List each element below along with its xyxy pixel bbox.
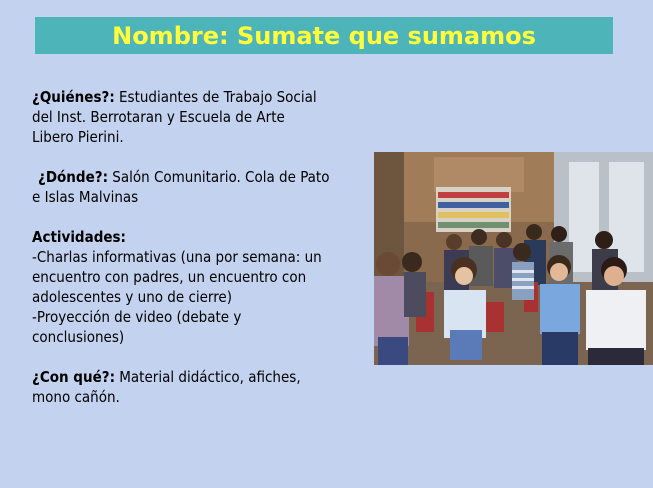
- actividades-line-2: encuentro con padres, un encuentro con: [32, 268, 307, 286]
- quienes-text-1: Estudiantes de Trabajo Social: [119, 88, 317, 106]
- actividades-line-4: -Proyección de video (debate y: [32, 308, 242, 326]
- quienes-line-1: [32, 87, 367, 107]
- title-label: Nombre:: [112, 21, 229, 50]
- donde-line-2: e Islas Malvinas: [32, 188, 139, 206]
- actividades-line-1: -Charlas informativas (una por semana: un: [32, 248, 322, 266]
- con-que-line-2: mono cañón.: [32, 388, 120, 406]
- donde-label: ¿Dónde?:: [38, 168, 108, 186]
- audience-photo: [374, 152, 653, 365]
- title-text: [112, 22, 536, 50]
- quienes-line-3: Libero Pierini.: [32, 128, 124, 146]
- donde-line-1: [32, 167, 367, 187]
- con-que-label: ¿Con qué?:: [32, 368, 115, 386]
- actividades-label: Actividades:: [32, 228, 126, 246]
- quienes-label: ¿Quiénes?:: [32, 88, 115, 106]
- actividades-line-3: adolescentes y uno de cierre): [32, 288, 232, 306]
- slide-body: [32, 87, 367, 407]
- donde-text-1: Salón Comunitario. Cola de Pato: [112, 168, 330, 186]
- actividades-line-5: conclusiones): [32, 328, 125, 346]
- title-banner: [35, 17, 613, 54]
- title-value: Sumate que sumamos: [236, 21, 536, 50]
- quienes-line-2: del Inst. Berrotaran y Escuela de Arte: [32, 108, 285, 126]
- con-que-text-1: Material didáctico, afiches,: [119, 368, 301, 386]
- con-que-line-1: [32, 367, 367, 387]
